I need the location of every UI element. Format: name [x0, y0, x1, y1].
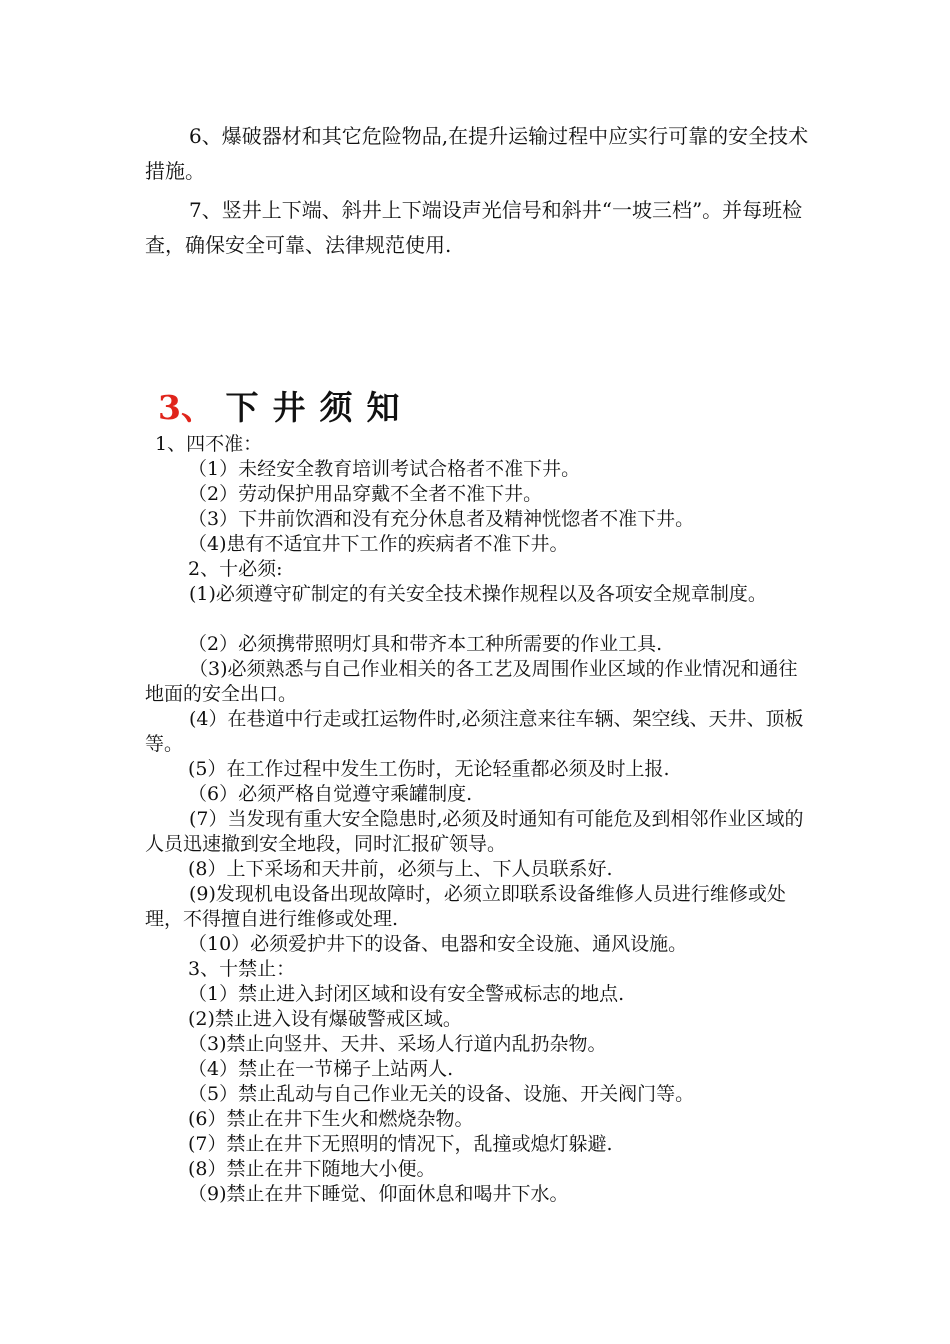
list-item: (7）禁止在井下无照明的情况下，乱撞或熄灯躲避.: [188, 1133, 613, 1155]
list-item: （5）禁止乱动与自己作业无关的设备、设施、开关阀门等。: [188, 1083, 695, 1105]
section-number: 3、: [158, 388, 214, 427]
list-item: (9)发现机电设备出现故障时，必须立即联系设备维修人员进行维修或处理，不得擅自进行维修或处理.: [145, 883, 786, 930]
list-item: （6）必须严格自觉遵守乘罐制度.: [188, 783, 473, 805]
paragraph-item-7: 7、竖井上下端、斜井上下端设声光信号和斜井“一坡三档”。并每班检查，确保安全可靠、法律规范使用.: [145, 198, 803, 257]
subsection-ten-prohibitions: 3、十禁止：: [188, 958, 296, 980]
list-item: （1）未经安全教育培训考试合格者不准下井。: [188, 458, 581, 480]
paragraph-item-6: 6、爆破器材和其它危险物品,在提升运输过程中应实行可靠的安全技术措施。: [145, 124, 809, 183]
section-heading: [158, 388, 413, 428]
list-item: (7）当发现有重大安全隐患时,必须及时通知有可能危及到相邻作业区域的人员迅速撤到安全地段，同时汇报矿领导。: [145, 808, 804, 855]
list-item: （3)禁止向竖井、天井、采场人行道内乱扔杂物。: [188, 1033, 607, 1055]
list-item: （1）禁止进入封闭区域和设有安全警戒标志的地点.: [188, 983, 625, 1005]
list-item: (5）在工作过程中发生工伤时，无论轻重都必须及时上报.: [188, 758, 670, 780]
subsection-ten-musts: 2、十必须:: [188, 558, 283, 580]
list-item: （4)患有不适宜井下工作的疾病者不准下井。: [188, 533, 569, 555]
list-item: (2)禁止进入设有爆破警戒区域。: [188, 1008, 462, 1030]
list-item: （4）禁止在一节梯子上站两人.: [188, 1058, 454, 1080]
list-item: （3)必须熟悉与自己作业相关的各工艺及周围作业区域的作业情况和通往地面的安全出口。: [145, 658, 798, 705]
list-item: (6）禁止在井下生火和燃烧杂物。: [188, 1108, 474, 1130]
subsection-four-prohibitions: 1、四不准：: [155, 433, 263, 455]
list-item: （2）必须携带照明灯具和带齐本工种所需要的作业工具.: [188, 633, 663, 655]
list-item: (4）在巷道中行走或扛运物件时,必须注意来往车辆、架空线、天井、顶板等。: [145, 708, 804, 755]
list-item: (8）上下采场和天井前，必须与上、下人员联系好.: [188, 858, 613, 880]
list-item: （3）下井前饮酒和没有充分休息者及精神恍惚者不准下井。: [188, 508, 695, 530]
list-item: (1)必须遵守矿制定的有关安全技术操作规程以及各项安全规章制度。: [189, 583, 767, 605]
list-item: （10）必须爱护井下的设备、电器和安全设施、通风设施。: [188, 933, 688, 955]
section-title: 下井须知: [225, 388, 414, 427]
list-item: （2）劳动保护用品穿戴不全者不准下井。: [188, 483, 543, 505]
list-item: （9)禁止在井下睡觉、仰面休息和喝井下水。: [188, 1183, 569, 1205]
list-item: (8）禁止在井下随地大小便。: [188, 1158, 436, 1180]
